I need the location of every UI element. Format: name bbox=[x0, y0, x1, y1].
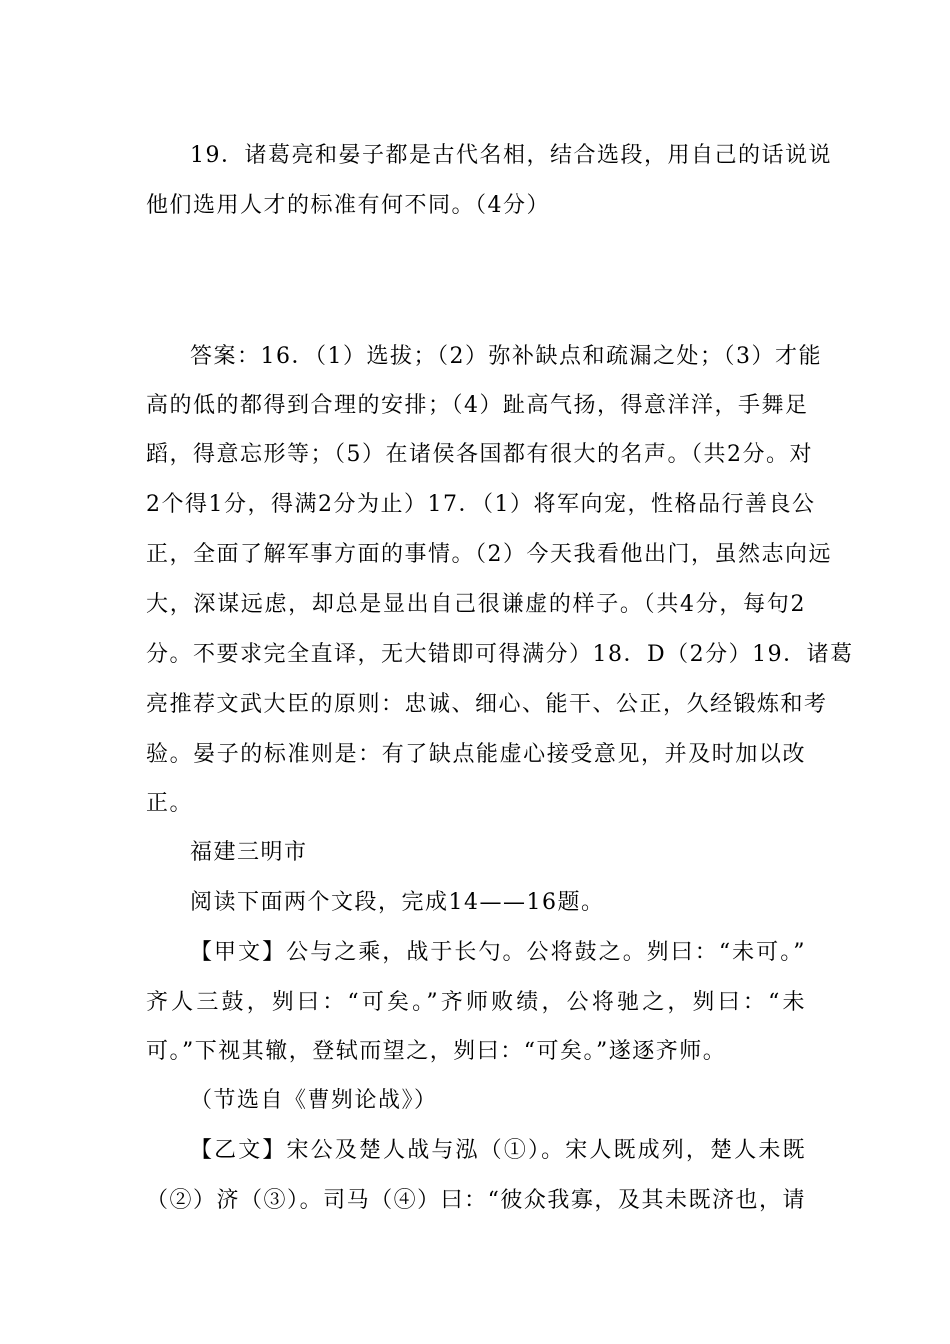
reading-instruction: 阅读下面两个文段，完成14——16题。 bbox=[190, 890, 605, 915]
question-19-line-1: 19．诸葛亮和晏子都是古代名相，结合选段，用自己的话说说 bbox=[190, 143, 832, 168]
answer-line-6: 大，深谋远虑，却总是显出自己很谦虚的样子。（共4分，每句2 bbox=[146, 592, 806, 617]
answer-line-1: 答案：16．（1）选拔；（2）弥补缺点和疏漏之处；（3）才能 bbox=[190, 344, 822, 369]
answer-line-4: 2个得1分，得满2分为止）17．（1）将军向宠，性格品行善良公 bbox=[146, 492, 816, 517]
answer-line-7: 分。不要求完全直译，无大错即可得满分）18．D（2分）19．诸葛 bbox=[146, 642, 854, 667]
passage-yi-line-1: 【乙文】宋公及楚人战与泓（①）。宋人既成列，楚人未既 bbox=[190, 1138, 806, 1163]
question-19-line-2: 他们选用人才的标准有何不同。（4分） bbox=[146, 193, 550, 218]
answer-line-9: 验。晏子的标准则是：有了缺点能虚心接受意见，并及时加以改 bbox=[146, 742, 806, 767]
passage-jia-line-3: 可。”下视其辙，登轼而望之，刿曰：“可矣。”遂逐齐师。 bbox=[146, 1039, 727, 1064]
passage-jia-source: （节选自《曹刿论战》） bbox=[190, 1088, 438, 1113]
answer-line-3: 蹈，得意忘形等；（5）在诸侯各国都有很大的名声。（共2分。对 bbox=[146, 442, 813, 467]
answer-line-10: 正。 bbox=[146, 791, 194, 816]
answer-line-5: 正，全面了解军事方面的事情。（2）今天我看他出门，虽然志向远 bbox=[146, 542, 832, 567]
passage-yi-line-2: （②）济（③）。司马（④）曰：“彼众我寡，及其未既济也，请 bbox=[146, 1188, 806, 1213]
answer-line-2: 高的低的都得到合理的安排；（4）趾高气扬，得意洋洋，手舞足 bbox=[146, 393, 809, 418]
passage-jia-line-2: 齐人三鼓，刿曰：“可矣。”齐师败绩，公将驰之，刿曰：“未 bbox=[146, 990, 806, 1015]
answer-line-8: 亮推荐文武大臣的原则：忠诚、细心、能干、公正，久经锻炼和考 bbox=[146, 692, 828, 717]
passage-jia-line-1: 【甲文】公与之乘，战于长勺。公将鼓之。刿曰：“未可。” bbox=[190, 940, 806, 965]
region-heading: 福建三明市 bbox=[190, 840, 308, 865]
